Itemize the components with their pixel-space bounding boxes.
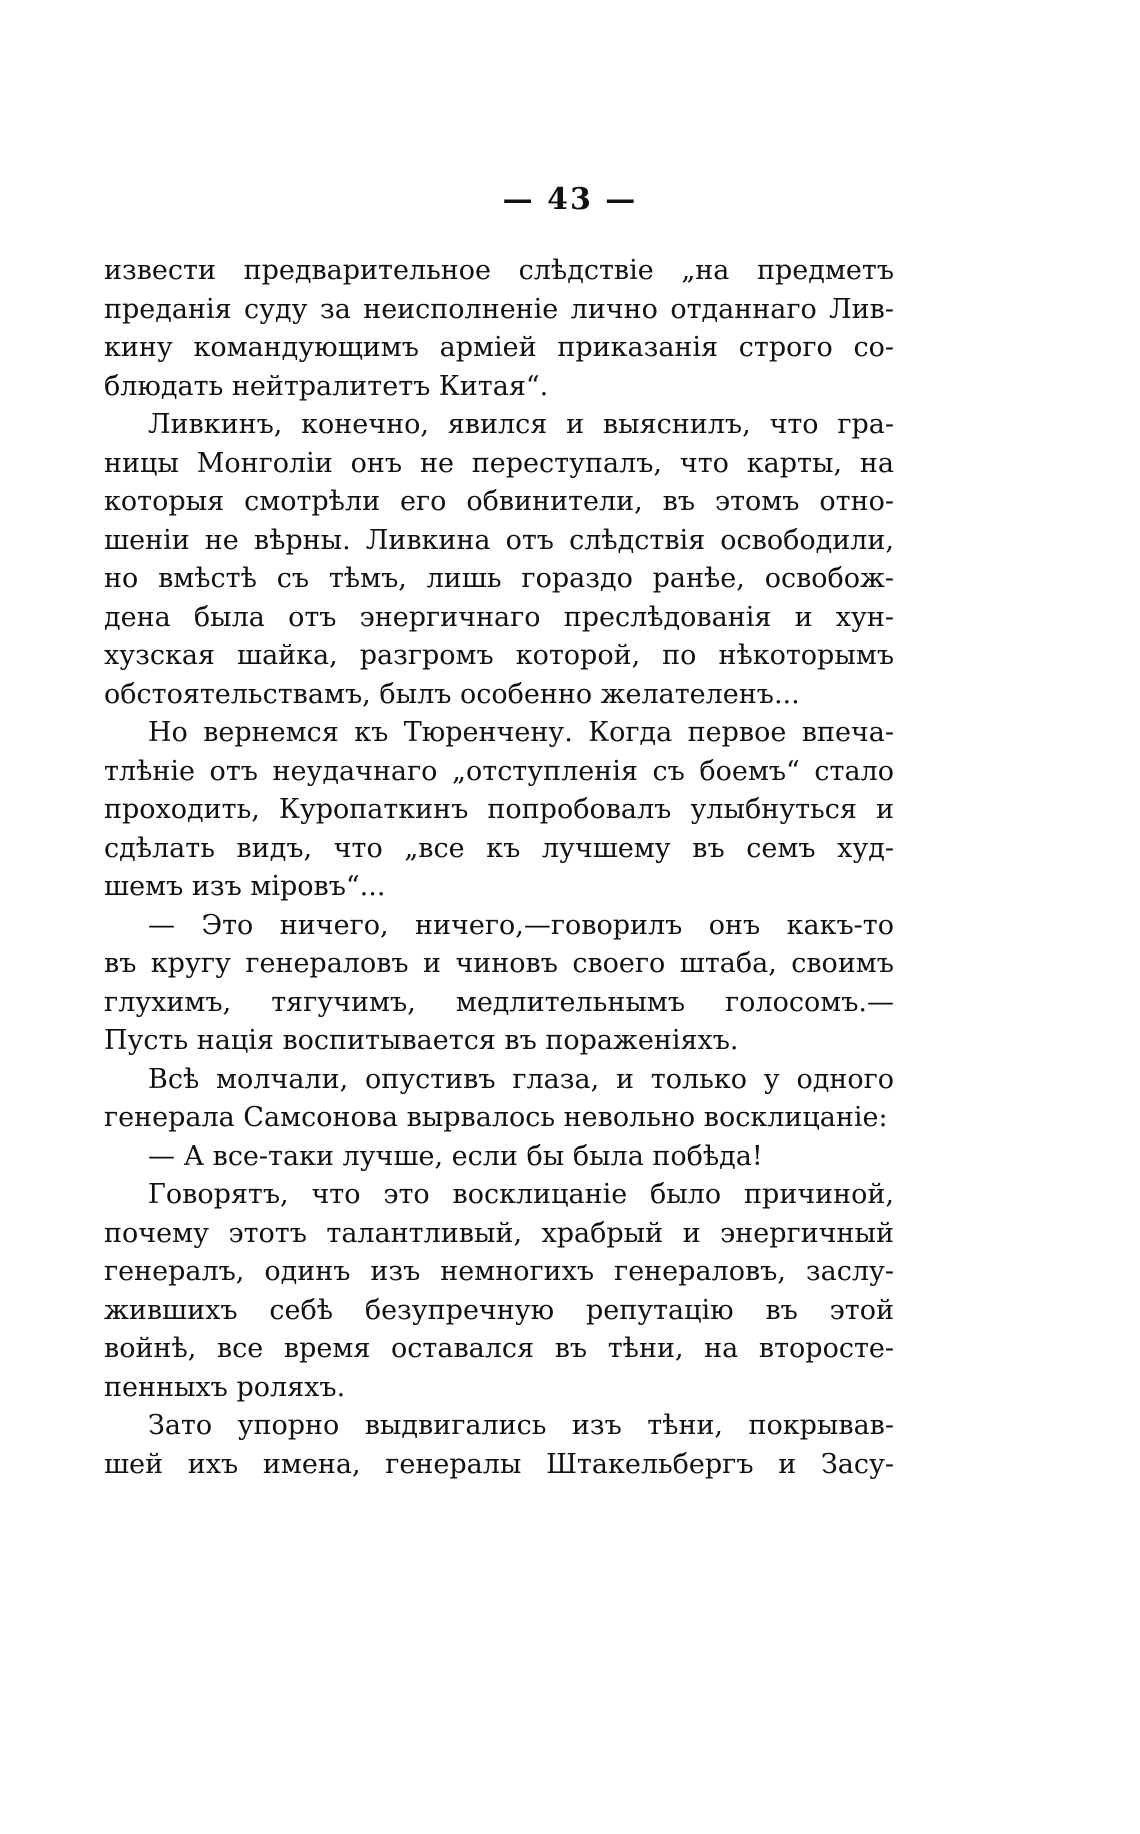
text-line: хузская шайка, разгромъ которой, по нѣкоторымъ <box>104 640 894 671</box>
text-line: генерала Самсонова вырвалось невольно восклицаніе: <box>104 1102 888 1133</box>
text-line: Пусть нація воспитывается въ пораженіяхъ. <box>104 1025 739 1056</box>
text-line: преданія суду за неисполненіе лично отданнаго Лив- <box>104 293 894 325</box>
text-line: Зато упорно выдвигались изъ тѣни, покрывав- <box>148 1410 894 1441</box>
text-line: Но вернемся къ Тюренчену. Когда первое впеча- <box>148 717 894 748</box>
text-line: шеніи не вѣрны. Ливкина отъ слѣдствія освободили, <box>104 524 894 556</box>
text-line: тлѣніе отъ неудачнаго „отступленія съ боемъ“ стало <box>104 755 894 787</box>
text-line: но вмѣстѣ съ тѣмъ, лишь гораздо ранѣе, освобож- <box>104 563 894 594</box>
text-line: блюдать нейтралитетъ Китая“. <box>104 370 549 402</box>
text-line: Всѣ молчали, опустивъ глаза, и только у одного <box>148 1063 894 1095</box>
text-line: — Это ничего, ничего,—говорилъ онъ какъ-то <box>148 909 894 941</box>
text-line: кину командующимъ арміей приказанія строго со- <box>104 332 894 363</box>
text-line: Говорятъ, что это восклицаніе было причиной, <box>148 1179 894 1210</box>
text-line: шей ихъ имена, генералы Штакельбергъ и Засу- <box>104 1448 894 1480</box>
text-line: дена была отъ энергичнаго преслѣдованія и хун- <box>104 601 894 633</box>
text-line: войнѣ, все время оставался въ тѣни, на второсте- <box>104 1333 894 1364</box>
text-line: въ кругу генераловъ и чиновъ своего штаба, своимъ <box>104 948 894 979</box>
text-line: пенныхъ роляхъ. <box>104 1371 346 1403</box>
text-line: жившихъ себѣ безупречную репутацію въ этой <box>104 1294 894 1326</box>
text-line: глухимъ, тягучимъ, медлительнымъ голосомъ.— <box>104 986 894 1018</box>
text-line: почему этотъ талантливый, храбрый и энергичный <box>104 1217 894 1249</box>
text-line: — А все-таки лучше, если бы была побѣда! <box>148 1140 763 1172</box>
text-line: извести предварительное слѣдствіе „на предметъ <box>104 255 894 286</box>
text-line: шемъ изъ міровъ“... <box>104 871 386 902</box>
text-line: обстоятельствамъ, былъ особенно желателенъ... <box>104 678 800 710</box>
text-line: проходить, Куропаткинъ попробовалъ улыбнуться и <box>104 794 894 825</box>
text-line: ницы Монголіи онъ не переступалъ, что карты, на <box>104 447 894 479</box>
text-line: сдѣлать видъ, что „все къ лучшему въ семъ худ- <box>104 832 894 864</box>
text-line: которыя смотрѣли его обвинители, въ этомъ отно- <box>104 486 894 517</box>
page-number: — 43 — <box>502 182 638 217</box>
text-line: Ливкинъ, конечно, явился и выяснилъ, что гра- <box>148 409 894 440</box>
body-text <box>104 252 894 1484</box>
text-line: генералъ, одинъ изъ немногихъ генераловъ, заслу- <box>104 1256 894 1287</box>
